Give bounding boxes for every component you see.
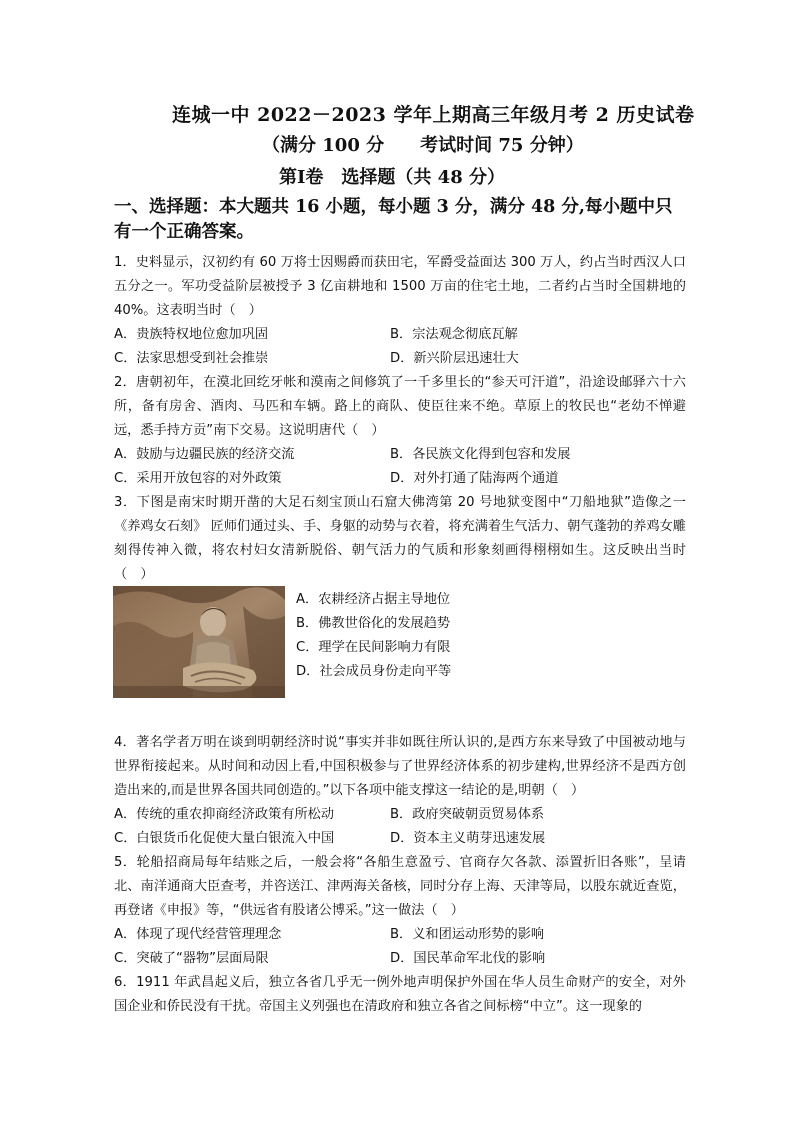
- question-3-options: [296, 588, 451, 684]
- question-4-options: [114, 803, 686, 851]
- full-score: （满分 100 分: [262, 135, 385, 156]
- question-1-stem: 1．史料显示，汉初约有 60 万将士因赐爵而获田宅，军爵受益面达 300 万人，约占当时西汉人口五分之一。军功受益阶层被授予 3 亿亩耕地和 1500 万亩的住宅土地，二者约占当时全国耕地的 40%。这表明当时（ ）: [114, 255, 686, 318]
- part-heading: 第Ⅰ卷 选择题（共 48 分）: [279, 167, 506, 188]
- option-b: B．政府突破朝贡贸易体系: [390, 807, 545, 822]
- option-c: C．理学在民间影响力有限: [296, 640, 451, 655]
- question-1-options: [114, 323, 686, 371]
- question-5-stem: 5．轮船招商局每年结账之后，一般会将“各船生意盈亏、官商存欠各款、添置折旧各账”，呈请北、南洋通商大臣查考，并咨送江、津两海关备核，同时分存上海、天津等局，以股东就近查览，再登诸《申报》等，“供远省有股诸公博采。”这一做法（ ）: [114, 855, 686, 918]
- question-4-stem: 4．著名学者万明在谈到明朝经济时说“事实并非如既往所认识的,是西方东来导致了中国被动地与世界衔接起来。从时间和动因上看,中国积极参与了世界经济体系的初步建构,世界经济不是西方创造出来的,而是世界各国共同创造的。”以下各项中能支撑这一结论的是,明朝（ ）: [114, 735, 686, 798]
- option-a: A．传统的重农抑商经济政策有所松动: [114, 807, 335, 822]
- exam-title: 连城一中 2022－2023 学年上期高三年级月考 2 历史试卷: [172, 104, 695, 126]
- option-b: B．各民族文化得到包容和发展: [390, 447, 571, 462]
- question-3-stem: 3．下图是南宋时期开凿的大足石刻宝顶山石窟大佛湾第 20 号地狱变图中“刀船地狱”造像之一《养鸡女石刻》 匠师们通过头、手、身躯的动势与衣着，将充满着生气活力、朝气蓬勃的养鸡女雕刻得传神入微，将农村妇女清新脱俗、朝气活力的气质和形象刻画得栩栩如生。这反映出当时（ ）: [114, 495, 686, 582]
- option-a: A．贵族特权地位愈加巩固: [114, 327, 269, 342]
- stone-carving-photo: [113, 586, 285, 698]
- option-d: D．新兴阶层迅速壮大: [390, 351, 519, 366]
- question-2-options: [114, 443, 686, 491]
- option-d: D．资本主义萌芽迅速发展: [390, 831, 546, 846]
- exam-meta: [262, 131, 584, 157]
- section-instruction: 一、选择题：本大题共 16 小题，每小题 3 分，满分 48 分,每小题中只有一个正确答案。: [114, 197, 673, 242]
- option-c: C．法家思想受到社会推崇: [114, 351, 269, 366]
- option-a: A．农耕经济占据主导地位: [296, 592, 451, 607]
- option-b: B．佛教世俗化的发展趋势: [296, 616, 451, 631]
- option-b: B．宗法观念彻底瓦解: [390, 327, 518, 342]
- option-d: D．社会成员身份走向平等: [296, 664, 452, 679]
- option-c: C．白银货币化促使大量白银流入中国: [114, 831, 335, 846]
- option-c: C．采用开放包容的对外政策: [114, 471, 282, 486]
- option-d: D．对外打通了陆海两个通道: [390, 471, 559, 486]
- question-6-stem: 6．1911 年武昌起义后，独立各省几乎无一例外地声明保护外国在华人员生命财产的安全，对外国企业和侨民没有干扰。帝国主义列强也在清政府和独立各省之间标榜“中立”。这一现象的: [114, 975, 686, 1014]
- question-5-options: [114, 923, 686, 971]
- option-b: B．义和团运动形势的影响: [390, 927, 545, 942]
- option-a: A．鼓励与边疆民族的经济交流: [114, 447, 295, 462]
- option-a: A．体现了现代经营管理理念: [114, 927, 282, 942]
- option-d: D．国民革命军北伐的影响: [390, 951, 546, 966]
- option-c: C．突破了“器物”层面局限: [114, 951, 269, 966]
- exam-duration: 考试时间 75 分钟）: [420, 135, 584, 156]
- question-2-stem: 2．唐朝初年，在漠北回纥牙帐和漠南之间修筑了一千多里长的“参天可汗道”，沿途设邮驿六十六所，备有房舍、酒肉、马匹和车辆。路上的商队、使臣往来不绝。草原上的牧民也“老幼不惮避远，悉手持方贡”南下交易。这说明唐代（ ）: [114, 375, 686, 438]
